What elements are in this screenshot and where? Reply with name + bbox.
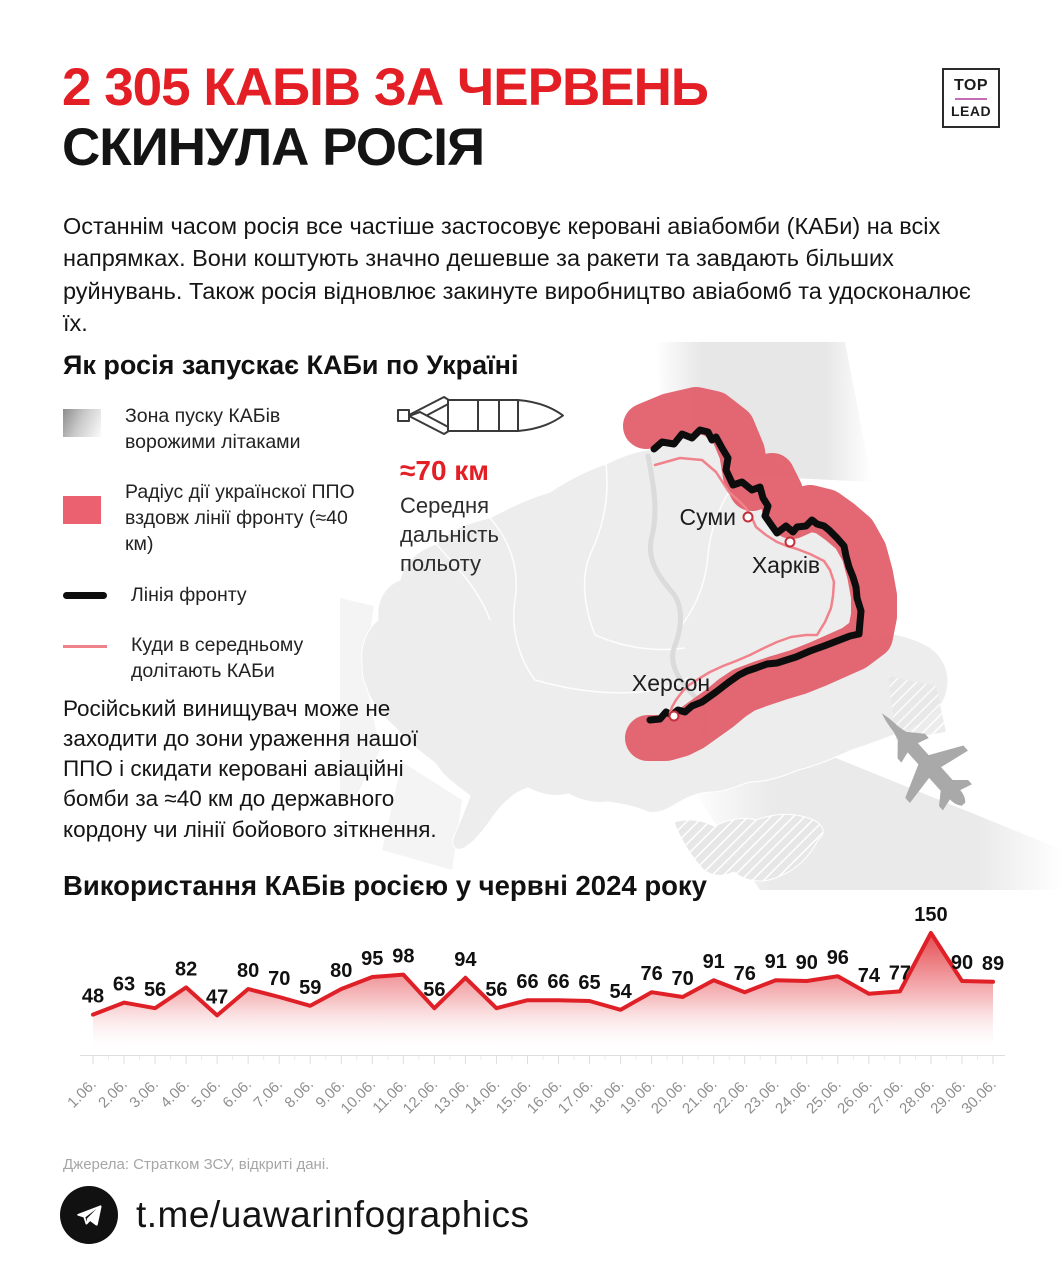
city-label: Суми: [679, 504, 736, 530]
kab-usage-chart: [55, 898, 1025, 1133]
city-label: Харків: [751, 552, 821, 578]
toplead-logo: [942, 68, 1000, 128]
value-label: 54: [609, 980, 632, 1003]
x-tick-label: 9.06.: [312, 1075, 349, 1112]
x-tick-label: 2.06.: [95, 1075, 131, 1112]
x-tick-label: 28.06.: [896, 1075, 938, 1118]
kab-bomb-icon: [396, 392, 568, 440]
bomb-range-label: Середня дальність польоту: [400, 493, 499, 577]
city-label: Херсон: [631, 670, 711, 696]
front-line-swatch-icon: [63, 592, 107, 599]
x-tick-label: 13.06.: [430, 1075, 473, 1118]
value-label: 59: [299, 976, 322, 999]
legend-label: Куди в середньому долітають КАБи: [131, 634, 304, 683]
map-legend: [63, 404, 393, 710]
value-label: 56: [423, 979, 446, 1002]
value-label: 95: [361, 948, 384, 970]
value-label: 76: [733, 963, 756, 986]
value-label: 80: [330, 960, 353, 982]
x-tick-label: 25.06.: [803, 1075, 845, 1118]
ppo-radius-swatch-icon: [63, 496, 101, 524]
value-label: 82: [174, 958, 198, 981]
x-tick-label: 29.06.: [927, 1075, 969, 1118]
legend-item-ppo-radius: [63, 480, 393, 557]
x-tick-label: 17.06.: [554, 1075, 597, 1118]
x-tick-label: 5.06.: [188, 1075, 224, 1112]
value-label: 89: [981, 952, 1005, 975]
legend-item-launch-zone: [63, 404, 393, 455]
value-label: 66: [516, 971, 539, 994]
fighter-note-paragraph: Російський винищувач може не заходити до зони ураження нашої ППО і скидати керовані авіаційні бомби за ≈40 км до державного кордону чи лінії бойового зіткнення.: [63, 696, 437, 842]
x-tick-label: 4.06.: [157, 1075, 193, 1112]
x-tick-label: 27.06.: [865, 1075, 907, 1118]
legend-label: Зона пуску КАБів ворожими літаками: [125, 405, 301, 453]
value-label: 76: [640, 963, 663, 986]
x-tick-label: 20.06.: [647, 1075, 690, 1118]
value-label: 65: [578, 972, 601, 994]
value-label: 94: [454, 948, 477, 971]
x-tick-label: 30.06.: [958, 1075, 1000, 1118]
value-label: 66: [547, 971, 570, 994]
title-line-red: 2 305 КАБІВ ЗА ЧЕРВЕНЬ: [62, 58, 708, 117]
x-tick-label: 14.06.: [461, 1075, 504, 1118]
legend-item-front-line: [63, 583, 393, 609]
value-label: 90: [795, 952, 818, 974]
value-label: 56: [485, 979, 508, 1002]
city-marker: [744, 513, 753, 522]
bomb-range-value: ≈70 км: [400, 455, 490, 486]
telegram-icon[interactable]: [60, 1186, 118, 1244]
x-tick-label: 16.06.: [523, 1075, 566, 1118]
intro-paragraph: Останнім часом росія все частіше застосовує керовані авіабомби (КАБи) на всіх напрямках. Вони коштують значно дешевше за ракети та завдають більших руйнувань. Також росія відновлює закинуте виробництво авіабомб та удосконалює їх.: [63, 213, 971, 337]
bomb-body: [448, 400, 518, 431]
value-label: 77: [888, 962, 912, 985]
value-label: 98: [392, 945, 415, 968]
x-tick-label: 7.06.: [250, 1075, 287, 1112]
launch-zone-swatch-icon: [63, 409, 101, 437]
telegram-link[interactable]: [60, 1186, 530, 1244]
toplead-logo-divider: [955, 98, 987, 100]
x-tick-label: 23.06.: [741, 1075, 783, 1118]
x-tick-label: 3.06.: [126, 1075, 162, 1112]
telegram-handle-text[interactable]: t.me/uawarinfographics: [136, 1194, 530, 1235]
chart-x-labels: [64, 1076, 1000, 1118]
toplead-logo-top: TOP: [953, 77, 989, 94]
chart-title: Використання КАБів росією у червні 2024 року: [63, 870, 707, 901]
x-tick-label: 12.06.: [399, 1075, 442, 1118]
bomb-nose: [518, 400, 563, 431]
x-tick-label: 8.06.: [281, 1075, 318, 1112]
kab-reach-swatch-icon: [63, 645, 107, 648]
legend-item-kab-reach: [63, 633, 393, 684]
value-label: 80: [237, 960, 260, 982]
x-tick-label: 21.06.: [678, 1075, 721, 1118]
x-tick-label: 10.06.: [337, 1075, 380, 1118]
x-tick-label: 19.06.: [616, 1075, 659, 1118]
toplead-logo-bottom: LEAD: [950, 103, 992, 119]
x-tick-label: 1.06.: [64, 1075, 100, 1112]
x-tick-label: 6.06.: [219, 1075, 256, 1112]
value-label: 63: [112, 973, 136, 996]
legend-label: Лінія фронту: [131, 583, 247, 606]
legend-label: Радіус дії українскої ППО вздовж лінії фронту (≈40 км): [125, 481, 355, 555]
x-tick-label: 18.06.: [585, 1075, 628, 1118]
city-marker: [670, 712, 679, 721]
value-label: 91: [764, 951, 787, 974]
x-tick-label: 22.06.: [710, 1075, 752, 1118]
page-title: [62, 58, 708, 179]
value-label: 47: [206, 986, 229, 1009]
x-tick-label: 11.06.: [369, 1075, 411, 1117]
value-label: 70: [268, 968, 291, 990]
x-tick-label: 24.06.: [772, 1075, 814, 1118]
sources-note: Джерела: Стратком ЗСУ, відкриті дані.: [63, 1156, 330, 1173]
bomb-tail-tube: [398, 410, 409, 421]
x-tick-label: 15.06.: [492, 1075, 535, 1118]
map-section-heading: Як росія запускає КАБи по Україні: [63, 350, 519, 380]
value-label: 150: [914, 904, 948, 926]
value-label: 48: [81, 985, 105, 1008]
value-label: 91: [702, 951, 725, 974]
x-tick-label: 26.06.: [834, 1075, 876, 1118]
value-label: 70: [671, 968, 694, 990]
city-marker: [786, 538, 795, 547]
value-label: 56: [143, 979, 167, 1002]
value-label: 90: [950, 952, 974, 974]
bomb-fin-bottom: [409, 412, 452, 434]
value-label: 74: [857, 964, 880, 987]
value-label: 96: [826, 947, 849, 970]
bomb-figure: [396, 392, 586, 578]
chart-axis-ruler: [80, 1056, 1005, 1065]
title-line-black: СКИНУЛА РОСІЯ: [62, 118, 485, 178]
